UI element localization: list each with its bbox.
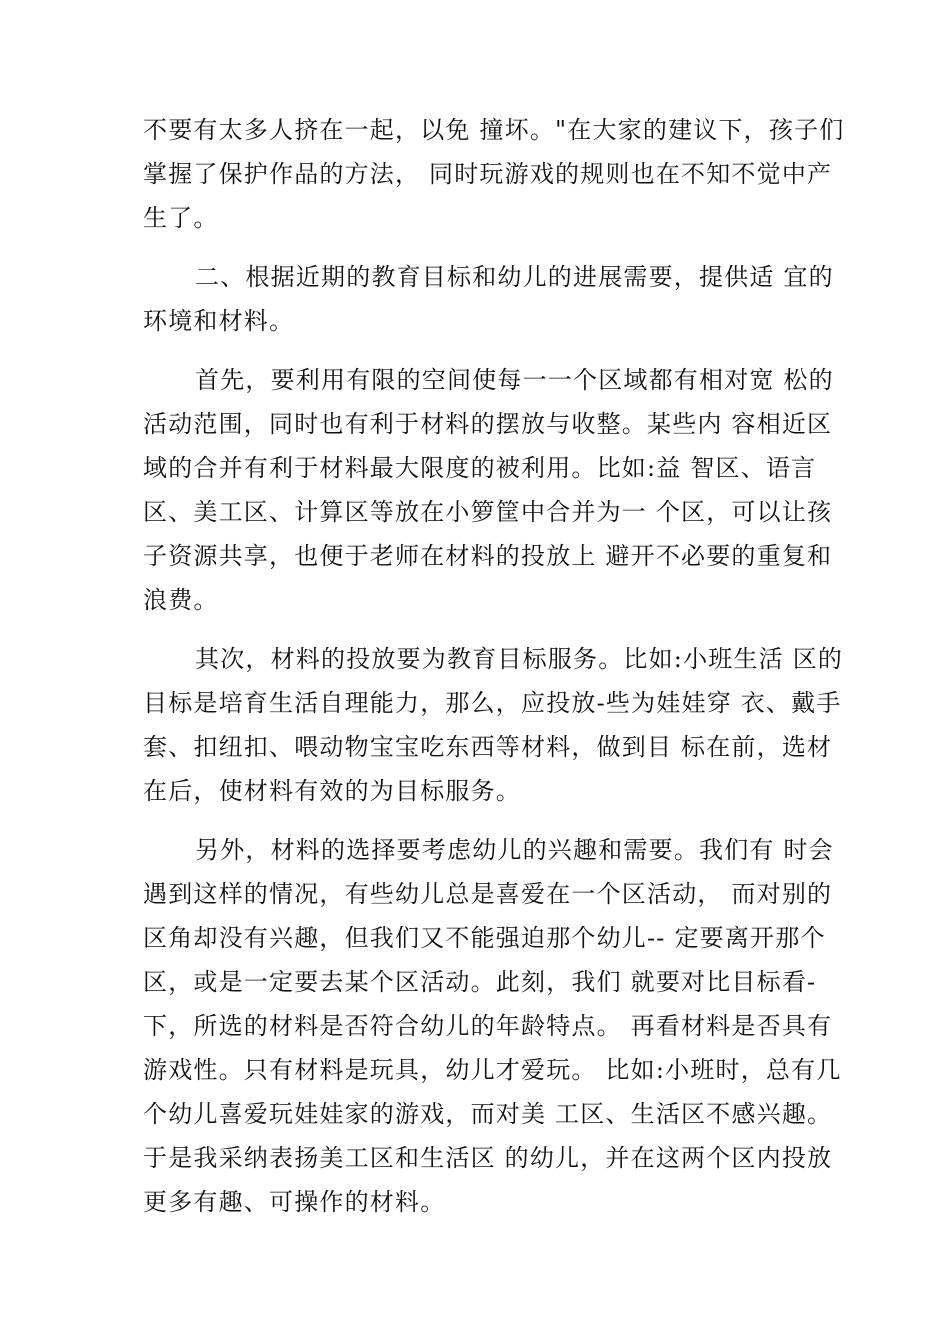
text-line: 二、根据近期的教育目标和幼儿的进展需要，提供适 宜的: [195, 263, 834, 291]
text-line: 区角却没有兴趣，但我们又不能强迫那个幼儿-- 定要离开那个: [143, 924, 826, 952]
text-line: 子资源共享，也便于老师在材料的投放上 避开不必要的重复和: [143, 542, 833, 570]
text-line: 其次，材料的投放要为教育目标服务。比如:小班生活 区的: [195, 645, 844, 673]
paragraph: [143, 637, 843, 813]
text-line: 掌握了保护作品的方法， 同时玩游戏的规则也在不知不觉中产: [143, 160, 833, 188]
text-line: 在后，使材料有效的为目标服务。: [143, 777, 521, 805]
text-line: 另外，材料的选择要考虑幼儿的兴趣和需要。我们有 时会: [195, 836, 834, 864]
text-line: 区、美工区、计算区等放在小箩筐中合并为一 个区，可以让孩: [143, 498, 833, 526]
text-line: 区，或是一定要去某个区活动。此刻，我们 就要对比目标看-: [143, 968, 817, 996]
text-line: 域的合并有利于材料最大限度的被利用。比如:益 智区、语言: [143, 454, 817, 482]
paragraph-gap: [143, 240, 843, 255]
paragraph: [143, 358, 843, 622]
text-line: 不要有太多人挤在一起，以免 撞坏。"在大家的建议下，孩子们: [143, 116, 845, 144]
text-line: 套、扣纽扣、喂动物宝宝吃东西等材料，做到目 标在前，选材: [143, 733, 833, 761]
text-line: 下，所选的材料是否符合幼儿的年龄特点。 再看材料是否具有: [143, 1012, 833, 1040]
text-line: 更多有趣、可操作的材料。: [143, 1188, 446, 1216]
paragraph-gap: [143, 813, 843, 828]
text-line: 个幼儿喜爱玩娃娃家的游戏，而对美 工区、生活区不感兴趣。: [143, 1100, 833, 1128]
text-line: 首先，要利用有限的空间使每一一个区域都有相对宽 松的: [195, 366, 834, 394]
text-line: 游戏性。只有材料是玩具，幼儿才爱玩。 比如:小班时，总有几: [143, 1056, 842, 1084]
text-line: 浪费。: [143, 586, 219, 614]
text-line: 遇到这样的情况，有些幼儿总是喜爱在一个区活动， 而对别的: [143, 880, 833, 908]
text-line: 于是我采纳表扬美工区和生活区 的幼儿，并在这两个区内投放: [143, 1144, 833, 1172]
paragraph: [143, 828, 843, 1224]
paragraph: [143, 108, 843, 240]
document-body: [143, 108, 843, 1224]
paragraph-gap: [143, 343, 843, 358]
text-line: 活动范围，同时也有利于材料的摆放与收整。某些内 容相近区: [143, 410, 833, 438]
text-line: 生了。: [143, 204, 219, 232]
paragraph: [143, 255, 843, 343]
paragraph-gap: [143, 622, 843, 637]
text-line: 环境和材料。: [143, 307, 295, 335]
text-line: 目标是培育生活自理能力，那么，应投放-些为娃娃穿 衣、戴手: [143, 689, 842, 717]
